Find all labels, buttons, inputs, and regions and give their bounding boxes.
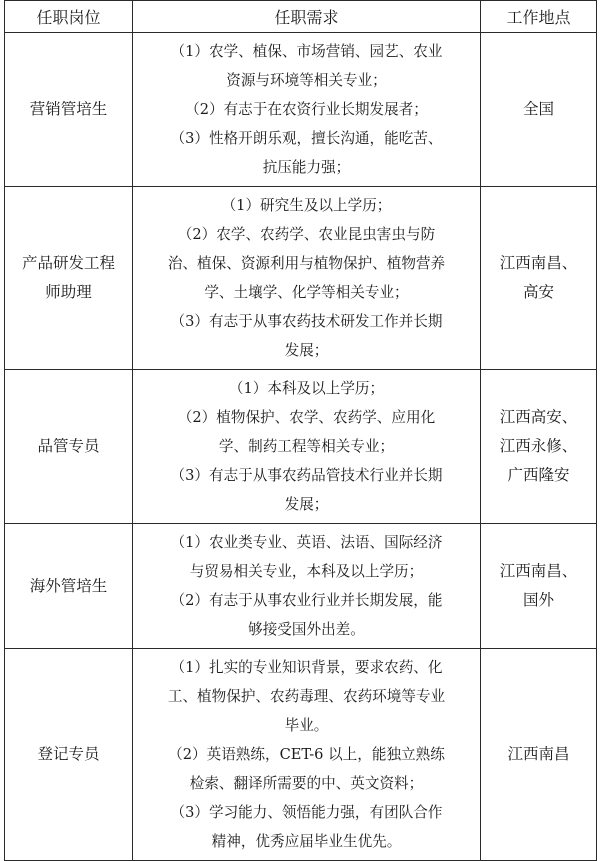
requirement-line: （1）农学、植保、市场营销、园艺、农业 bbox=[170, 43, 443, 60]
requirement-line: 与贸易相关专业，本科及以上学历； bbox=[189, 563, 424, 580]
requirement-line: 发展； bbox=[284, 496, 329, 513]
location-line: 江西南昌、 bbox=[499, 562, 578, 580]
table-row bbox=[5, 187, 597, 370]
requirement-line: （3）有志于从事农药品管技术行业并长期 bbox=[170, 467, 443, 484]
table-row bbox=[5, 370, 597, 524]
requirement-line: 检索、翻译所需要的中、英文资料； bbox=[189, 775, 424, 792]
requirement-line: （2）农学、农药学、农业昆虫害虫与防 bbox=[177, 226, 436, 243]
location-cell bbox=[481, 33, 597, 187]
requirements-cell bbox=[133, 370, 481, 524]
requirement-line: （1）扎实的专业知识背景，要求农药、化 bbox=[170, 659, 443, 676]
requirement-line: （3）性格开朗乐观，擅长沟通，能吃苦、 bbox=[170, 130, 443, 147]
requirement-line: （2）有志于在农资行业长期发展者； bbox=[185, 101, 428, 118]
location-line: 江西南昌 bbox=[507, 745, 570, 763]
position-line: 品管专员 bbox=[37, 437, 100, 455]
table-row bbox=[5, 33, 597, 187]
position-line: 海外管培生 bbox=[29, 576, 108, 595]
requirement-line: （1）农业类专业、英语、法语、国际经济 bbox=[170, 534, 443, 551]
requirement-line: （1）本科及以上学历； bbox=[228, 380, 385, 397]
location-cell bbox=[481, 649, 597, 861]
position-line: 师助理 bbox=[45, 283, 92, 301]
requirement-line: 工、植物保护、农药毒理、农药环境等专业 bbox=[167, 688, 446, 705]
requirement-line: （2）有志于从事农业行业并长期发展，能 bbox=[170, 592, 443, 609]
requirement-line: 资源与环境等相关专业； bbox=[226, 72, 387, 89]
requirement-line: 精神，优秀应届毕业生优先。 bbox=[211, 833, 402, 850]
requirement-line: 学、制药工程等相关专业； bbox=[218, 438, 395, 455]
position-line: 登记专员 bbox=[37, 745, 100, 763]
requirement-line: （2）植物保护、农学、农药学、应用化 bbox=[177, 409, 436, 426]
requirements-cell bbox=[133, 33, 481, 187]
table-row bbox=[5, 524, 597, 649]
location-line: 全国 bbox=[522, 100, 554, 118]
header-location: 工作地点 bbox=[481, 1, 597, 33]
requirement-line: （3）学习能力、领悟能力强，有团队合作 bbox=[170, 804, 443, 821]
position-cell bbox=[5, 370, 133, 524]
position-cell bbox=[5, 524, 133, 649]
position-cell bbox=[5, 33, 133, 187]
location-line: 江西南昌、 bbox=[499, 254, 578, 272]
location-cell bbox=[481, 187, 597, 370]
header-position: 任职岗位 bbox=[5, 1, 133, 33]
position-line: 营销管培生 bbox=[29, 100, 108, 118]
location-line: 江西永修、 bbox=[499, 437, 578, 455]
location-line: 高安 bbox=[522, 283, 554, 301]
position-cell bbox=[5, 649, 133, 861]
requirement-line: 毕业。 bbox=[284, 717, 329, 734]
job-requirements-table bbox=[4, 0, 597, 861]
location-cell bbox=[481, 370, 597, 524]
requirement-line: 够接受国外出差。 bbox=[248, 621, 365, 638]
location-cell bbox=[481, 524, 597, 649]
table-row bbox=[5, 649, 597, 861]
requirement-line: 抗压能力强； bbox=[262, 159, 351, 176]
position-cell bbox=[5, 187, 133, 370]
requirement-line: （2）英语熟练，CET-6 以上，能独立熟练 bbox=[168, 746, 445, 763]
requirements-cell bbox=[133, 524, 481, 649]
requirement-line: （3）有志于从事农药技术研发工作并长期 bbox=[170, 313, 443, 330]
table-header-row bbox=[5, 1, 597, 33]
requirement-line: （1）研究生及以上学历； bbox=[221, 197, 392, 214]
header-requirements: 任职需求 bbox=[133, 1, 481, 33]
requirement-line: 发展； bbox=[284, 342, 329, 359]
requirement-line: 治、植保、资源利用与植物保护、植物营养 bbox=[167, 255, 446, 272]
location-line: 国外 bbox=[522, 591, 554, 609]
requirements-cell bbox=[133, 187, 481, 370]
location-line: 江西高安、 bbox=[499, 408, 578, 426]
requirements-cell bbox=[133, 649, 481, 861]
position-line: 产品研发工程 bbox=[21, 254, 115, 272]
location-line: 广西隆安 bbox=[507, 466, 570, 484]
requirement-line: 学、土壤学、化学等相关专业； bbox=[204, 284, 409, 301]
